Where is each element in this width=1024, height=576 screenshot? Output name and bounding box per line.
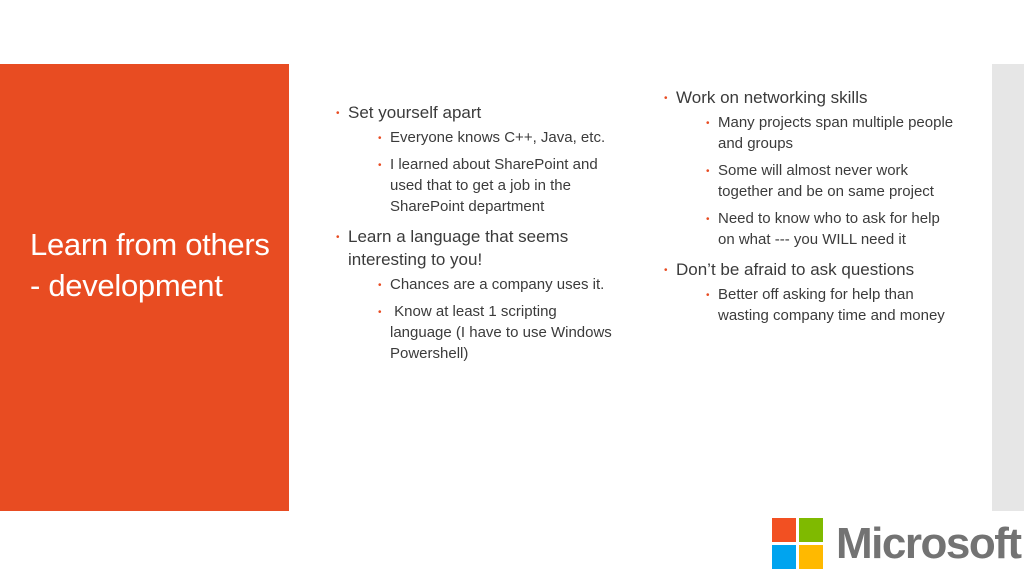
bullet-icon: • xyxy=(706,166,710,177)
sub-bullet-item xyxy=(378,154,616,217)
sub-bullet-item xyxy=(378,274,616,295)
sub-bullet-text: I learned about SharePoint and used that to get a job in the SharePoint department xyxy=(390,156,598,215)
bullet-icon: • xyxy=(336,232,340,243)
sub-bullet-item xyxy=(706,160,954,202)
bullet-text: Set yourself apart xyxy=(348,103,482,122)
sub-bullet-text: Better off asking for help than wasting company time and money xyxy=(718,286,945,324)
logo-square-yellow xyxy=(799,545,823,569)
microsoft-logo-icon xyxy=(772,518,824,570)
right-content-column xyxy=(664,86,954,334)
bullet-icon: • xyxy=(378,280,382,291)
sub-bullet-item xyxy=(378,301,616,364)
bullet-set-yourself-apart xyxy=(336,101,616,217)
bullet-icon: • xyxy=(706,214,710,225)
sub-bullet-text: Some will almost never work together and be on same project xyxy=(718,162,934,200)
sub-bullet-item xyxy=(706,112,954,154)
sub-bullet-item xyxy=(706,208,954,250)
logo-square-green xyxy=(799,518,823,542)
bullet-ask-questions xyxy=(664,258,954,326)
sub-bullet-text: Know at least 1 scripting language (I have to use Windows Powershell) xyxy=(390,303,616,362)
bullet-icon: • xyxy=(664,265,668,276)
sub-bullet-item xyxy=(706,284,954,326)
slide-title: Learn from others - development xyxy=(30,227,270,303)
bullet-text: Work on networking skills xyxy=(676,88,868,107)
sub-bullet-text: Everyone knows C++, Java, etc. xyxy=(390,129,606,146)
bullet-icon: • xyxy=(706,290,710,301)
bullet-icon: • xyxy=(664,93,668,104)
bullet-icon: • xyxy=(378,307,382,318)
sub-bullet-item xyxy=(378,127,616,148)
bullet-text: Learn a language that seems interesting to you! xyxy=(348,227,569,269)
left-bullet-list xyxy=(336,101,616,364)
bullet-networking-skills xyxy=(664,86,954,250)
left-content-column xyxy=(336,101,616,372)
sub-bullet-list xyxy=(706,284,954,326)
sub-bullet-list xyxy=(378,127,616,217)
sub-bullet-text: Chances are a company uses it. xyxy=(390,276,605,293)
logo-square-red xyxy=(772,518,796,542)
bullet-text: Don’t be afraid to ask questions xyxy=(676,260,915,279)
sub-bullet-text: Many projects span multiple people and groups xyxy=(718,114,954,152)
bullet-icon: • xyxy=(706,118,710,129)
bullet-learn-a-language xyxy=(336,225,616,364)
sub-bullet-text: Need to know who to ask for help on what --- you WILL need it xyxy=(718,210,940,248)
logo-square-blue xyxy=(772,545,796,569)
right-decor-strip xyxy=(992,64,1024,511)
sub-bullet-list xyxy=(378,274,616,364)
microsoft-wordmark: Microsoft xyxy=(836,519,1021,568)
right-bullet-list xyxy=(664,86,954,326)
bullet-icon: • xyxy=(378,160,382,171)
bullet-icon: • xyxy=(378,133,382,144)
sub-bullet-list xyxy=(706,112,954,250)
bullet-icon: • xyxy=(336,108,340,119)
